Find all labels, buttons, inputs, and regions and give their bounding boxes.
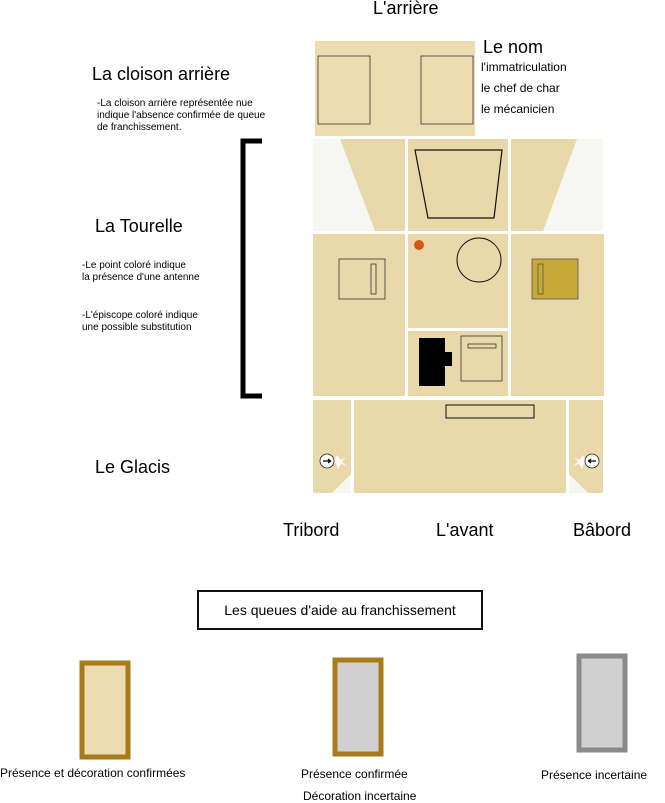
turret-right-episcope-colored (532, 259, 578, 299)
label-tourelle-title: La Tourelle (95, 216, 183, 236)
label-cloison-note-2: indique l'absence confirmée de queue (97, 110, 266, 121)
label-arriere: L'arrière (373, 0, 439, 18)
turret-left (313, 234, 405, 396)
label-cloison-note-3: de franchissement. (97, 122, 182, 133)
turret-center-top (408, 234, 508, 328)
engine-deck-center (408, 139, 508, 231)
front-track-left (569, 400, 603, 493)
legend-item-1-text: Présence et décoration confirmées (0, 766, 186, 780)
legend-title: Les queues d'aide au franchissement (224, 602, 456, 618)
label-le-nom: Le nom (483, 37, 544, 57)
label-tourelle-note-3: -L'épiscope coloré indique (82, 310, 198, 321)
front-track-right (313, 400, 351, 493)
label-cloison-note-1: -La cloison arrière représentée nue (97, 98, 253, 109)
legend-swatch-1 (82, 663, 128, 757)
label-glacis: Le Glacis (95, 457, 171, 477)
label-chef-de-char: le chef de char (481, 81, 560, 95)
label-tourelle-note-4: une possible substitution (82, 322, 192, 333)
legend-title-box (197, 590, 483, 630)
label-tourelle-note-2: la présence d'une antenne (82, 272, 200, 283)
label-avant: L'avant (436, 520, 494, 540)
label-immatriculation: l'immatriculation (481, 60, 567, 74)
legend-item-2-text: Présence confirmée (301, 767, 408, 781)
legend-item-3-text: Présence incertaine (541, 768, 648, 782)
legend-swatch-2 (335, 660, 381, 754)
turret-right (511, 234, 604, 396)
label-cloison-title: La cloison arrière (92, 64, 231, 84)
label-mecanicien: le mécanicien (481, 102, 555, 116)
legend-swatch-3 (579, 656, 625, 750)
label-tourelle-note-1: -Le point coloré indique (82, 260, 186, 271)
turret-bracket (243, 141, 262, 396)
label-tribord: Tribord (283, 520, 340, 540)
label-babord: Bâbord (573, 520, 632, 540)
antenna-dot (414, 240, 424, 250)
legend-item-2-text2: Décoration incertaine (303, 789, 417, 803)
rear-plate (315, 41, 475, 136)
